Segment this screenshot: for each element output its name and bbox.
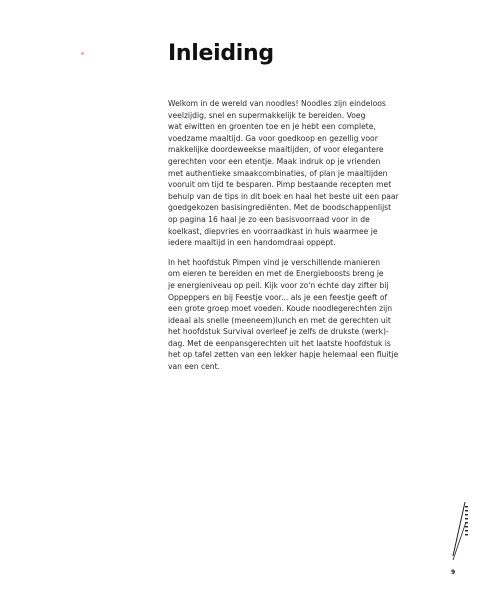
- text-line: gerechten voor een etentje. Maak indruk op je vrienden: [168, 156, 381, 166]
- text-line: vooruit om tijd te besparen. Pimp bestaande recepten met: [168, 180, 392, 190]
- text-line: een grote groep moet voeden. Koude noodlegerechten zijn: [168, 304, 393, 314]
- tab-marker: [465, 506, 468, 507]
- text-line: het op tafel zetten van een lekker hapje helemaal een fluitje: [168, 350, 399, 360]
- text-line: behulp van de tips in dit boek en haal het beste uit een paar: [168, 191, 399, 201]
- body-text: [168, 98, 430, 381]
- text-line: veelzijdig, snel en supermakkelijk te bereiden. Voeg: [168, 110, 366, 120]
- text-line: makkelijke doordeweekse maaltijden, of voor elegantere: [168, 145, 384, 155]
- text-line: je energieniveau op peil. Kijk voor zo'n echte day zifter bij: [168, 280, 389, 290]
- tab-marker: [465, 522, 468, 523]
- text-line: om eieren te bereiden en met de Energieboosts breng je: [168, 269, 384, 279]
- page-title: Inleiding: [168, 41, 274, 66]
- text-line: ideaal als snelle (meeneem)lunch en met de gerechten uit: [168, 315, 391, 325]
- text-line: In het hoofdstuk Pimpen vind je verschillende manieren: [168, 257, 381, 267]
- paragraph-1: [168, 98, 430, 249]
- text-line: het hoofdstuk Survival overleef je zelfs de drukste (werk)-: [168, 327, 389, 337]
- text-line: Oppeppers en bij Feestje voor... als je een feestje geeft of: [168, 292, 388, 302]
- tab-marker: [465, 514, 468, 515]
- text-line: wat eiwitten en groenten toe en je hebt een complete,: [168, 122, 376, 132]
- tab-marker: [465, 530, 468, 531]
- paragraph-2: [168, 257, 430, 373]
- text-line: goedgekozen basisingrediënten. Met de boodschappenlijst: [168, 203, 392, 213]
- tab-marker: [465, 534, 468, 535]
- corner-mark: [81, 52, 84, 55]
- text-line: van een cent.: [168, 362, 220, 372]
- tab-marker: [465, 510, 468, 511]
- text-line: Welkom in de wereld van noodles! Noodles zijn eindeloos: [168, 99, 386, 108]
- page-number: 9: [451, 569, 456, 576]
- text-line: met authentieke smaakcombinaties, of plan je maaltijden: [168, 168, 388, 178]
- tab-marker: [465, 518, 468, 519]
- text-line: op pagina 16 haal je zo een basisvoorraad voor in de: [168, 214, 370, 224]
- tab-marker: [465, 526, 468, 527]
- text-line: iedere maaltijd in een handomdraai oppept.: [168, 238, 336, 248]
- chapter-tab-graphic: [452, 500, 472, 572]
- text-line: voedzame maaltijd. Ga voor goedkoop en gezellig voor: [168, 133, 378, 143]
- text-line: koelkast, diepvries en voorraadkast in huis waarmee je: [168, 226, 378, 236]
- text-line: dag. Met de eenpansgerechten uit het laatste hoofdstuk is: [168, 338, 391, 348]
